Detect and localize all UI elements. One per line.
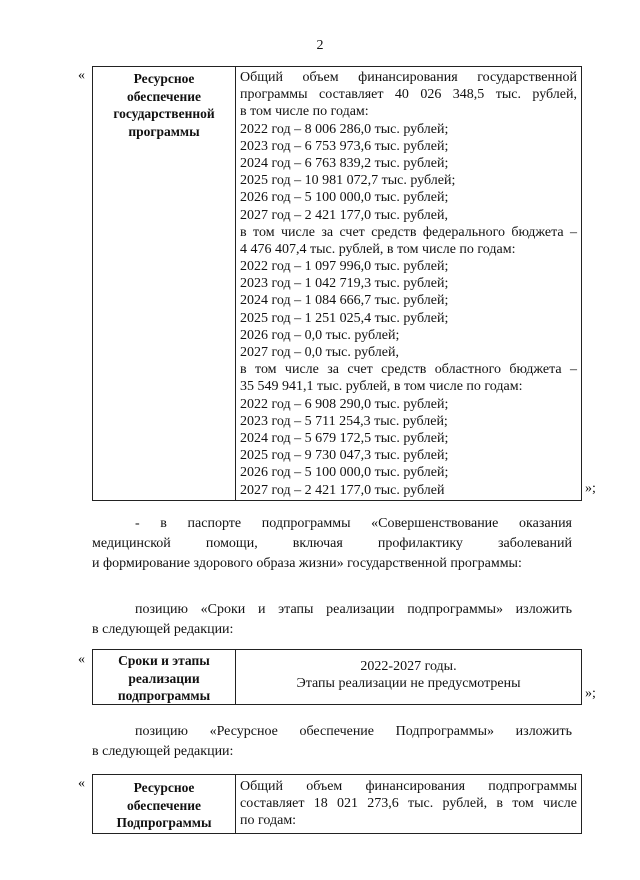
year-line: 2022 год – 6 908 290,0 тыс. рублей; xyxy=(240,396,449,412)
paragraph-line: позицию «Сроки и этапы реализации подпрограммы» изложить xyxy=(135,602,572,617)
paragraph-line: в следующей редакции: xyxy=(92,622,234,637)
paragraph-line: и формирование здорового образа жизни» государственной программы: xyxy=(92,556,522,571)
paragraph-terms-position xyxy=(92,600,572,640)
resource-label-subprogram: Ресурсное обеспечение Подпрограммы xyxy=(116,780,212,830)
paragraph-line: в следующей редакции: xyxy=(92,744,234,759)
page-number: 2 xyxy=(316,38,324,53)
paragraph-resource-position xyxy=(92,722,572,762)
text-line: Общий объем финансирования государственной xyxy=(240,70,577,85)
year-line: 2026 год – 5 100 000,0 тыс. рублей; xyxy=(240,190,449,206)
paragraph-subprogram-passport xyxy=(92,514,572,574)
terms-label: Сроки и этапы реализации подпрограммы xyxy=(117,653,211,703)
text-line: программы составляет 40 026 348,5 тыс. рублей, xyxy=(240,87,577,103)
year-line: 2025 год – 1 251 025,4 тыс. рублей; xyxy=(240,310,449,326)
text-line: в том числе по годам: xyxy=(240,104,369,120)
terms-table xyxy=(92,649,582,705)
year-line: 2026 год – 0,0 тыс. рублей; xyxy=(240,327,400,343)
paragraph-line: - в паспорте подпрограммы «Совершенствование оказания xyxy=(135,516,572,531)
quote-close-2: »; xyxy=(585,686,596,701)
year-line: 2026 год – 5 100 000,0 тыс. рублей; xyxy=(240,465,449,481)
quote-open-3: « xyxy=(78,776,85,791)
year-line: 2027 год – 2 421 177,0 тыс. рублей xyxy=(240,482,445,498)
terms-text xyxy=(236,650,581,704)
resource-table-program xyxy=(92,66,582,501)
text-line: в том числе за счет средств федерального бюджета – xyxy=(240,224,577,240)
year-line: 2024 год – 1 084 666,7 тыс. рублей; xyxy=(240,293,449,309)
text-line: 4 476 407,4 тыс. рублей, в том числе по годам: xyxy=(240,241,516,257)
resource-text-program xyxy=(236,67,581,500)
text-line: по годам: xyxy=(240,813,297,829)
quote-open-2: « xyxy=(78,652,85,667)
year-line: 2027 год – 2 421 177,0 тыс. рублей, xyxy=(240,207,448,223)
year-line: 2027 год – 0,0 тыс. рублей, xyxy=(240,345,399,360)
year-line: 2025 год – 10 981 072,7 тыс. рублей; xyxy=(240,173,456,189)
quote-open-1: « xyxy=(78,68,85,83)
year-line: 2025 год – 9 730 047,3 тыс. рублей; xyxy=(240,448,449,464)
text-line: Общий объем финансирования подпрограммы xyxy=(240,779,577,794)
paragraph-line: медицинской помощи, включая профилактику заболеваний xyxy=(92,536,572,551)
year-line: 2024 год – 6 763 839,2 тыс. рублей; xyxy=(240,155,449,171)
year-line: 2023 год – 5 711 254,3 тыс. рублей; xyxy=(240,413,448,429)
year-line: 2023 год – 6 753 973,6 тыс. рублей; xyxy=(240,138,449,154)
resource-text-subprogram xyxy=(236,775,581,833)
resource-label-program: Ресурсное обеспечение государственной программы xyxy=(113,71,215,139)
text-line: составляет 18 021 273,6 тыс. рублей, в том числе xyxy=(240,796,577,812)
resource-table-subprogram xyxy=(92,774,582,834)
year-line: 2022 год – 1 097 996,0 тыс. рублей; xyxy=(240,259,449,275)
terms-years: 2022-2027 годы. xyxy=(360,659,457,674)
paragraph-line: позицию «Ресурсное обеспечение Подпрограммы» изложить xyxy=(135,724,572,739)
quote-close-1: »; xyxy=(585,481,596,496)
text-line: в том числе за счет средств областного бюджета – xyxy=(240,362,577,378)
year-line: 2024 год – 5 679 172,5 тыс. рублей; xyxy=(240,430,449,446)
terms-stages: Этапы реализации не предусмотрены xyxy=(296,676,521,692)
text-line: 35 549 941,1 тыс. рублей, в том числе по годам: xyxy=(240,379,523,395)
year-line: 2023 год – 1 042 719,3 тыс. рублей; xyxy=(240,276,449,292)
year-line: 2022 год – 8 006 286,0 тыс. рублей; xyxy=(240,121,449,137)
